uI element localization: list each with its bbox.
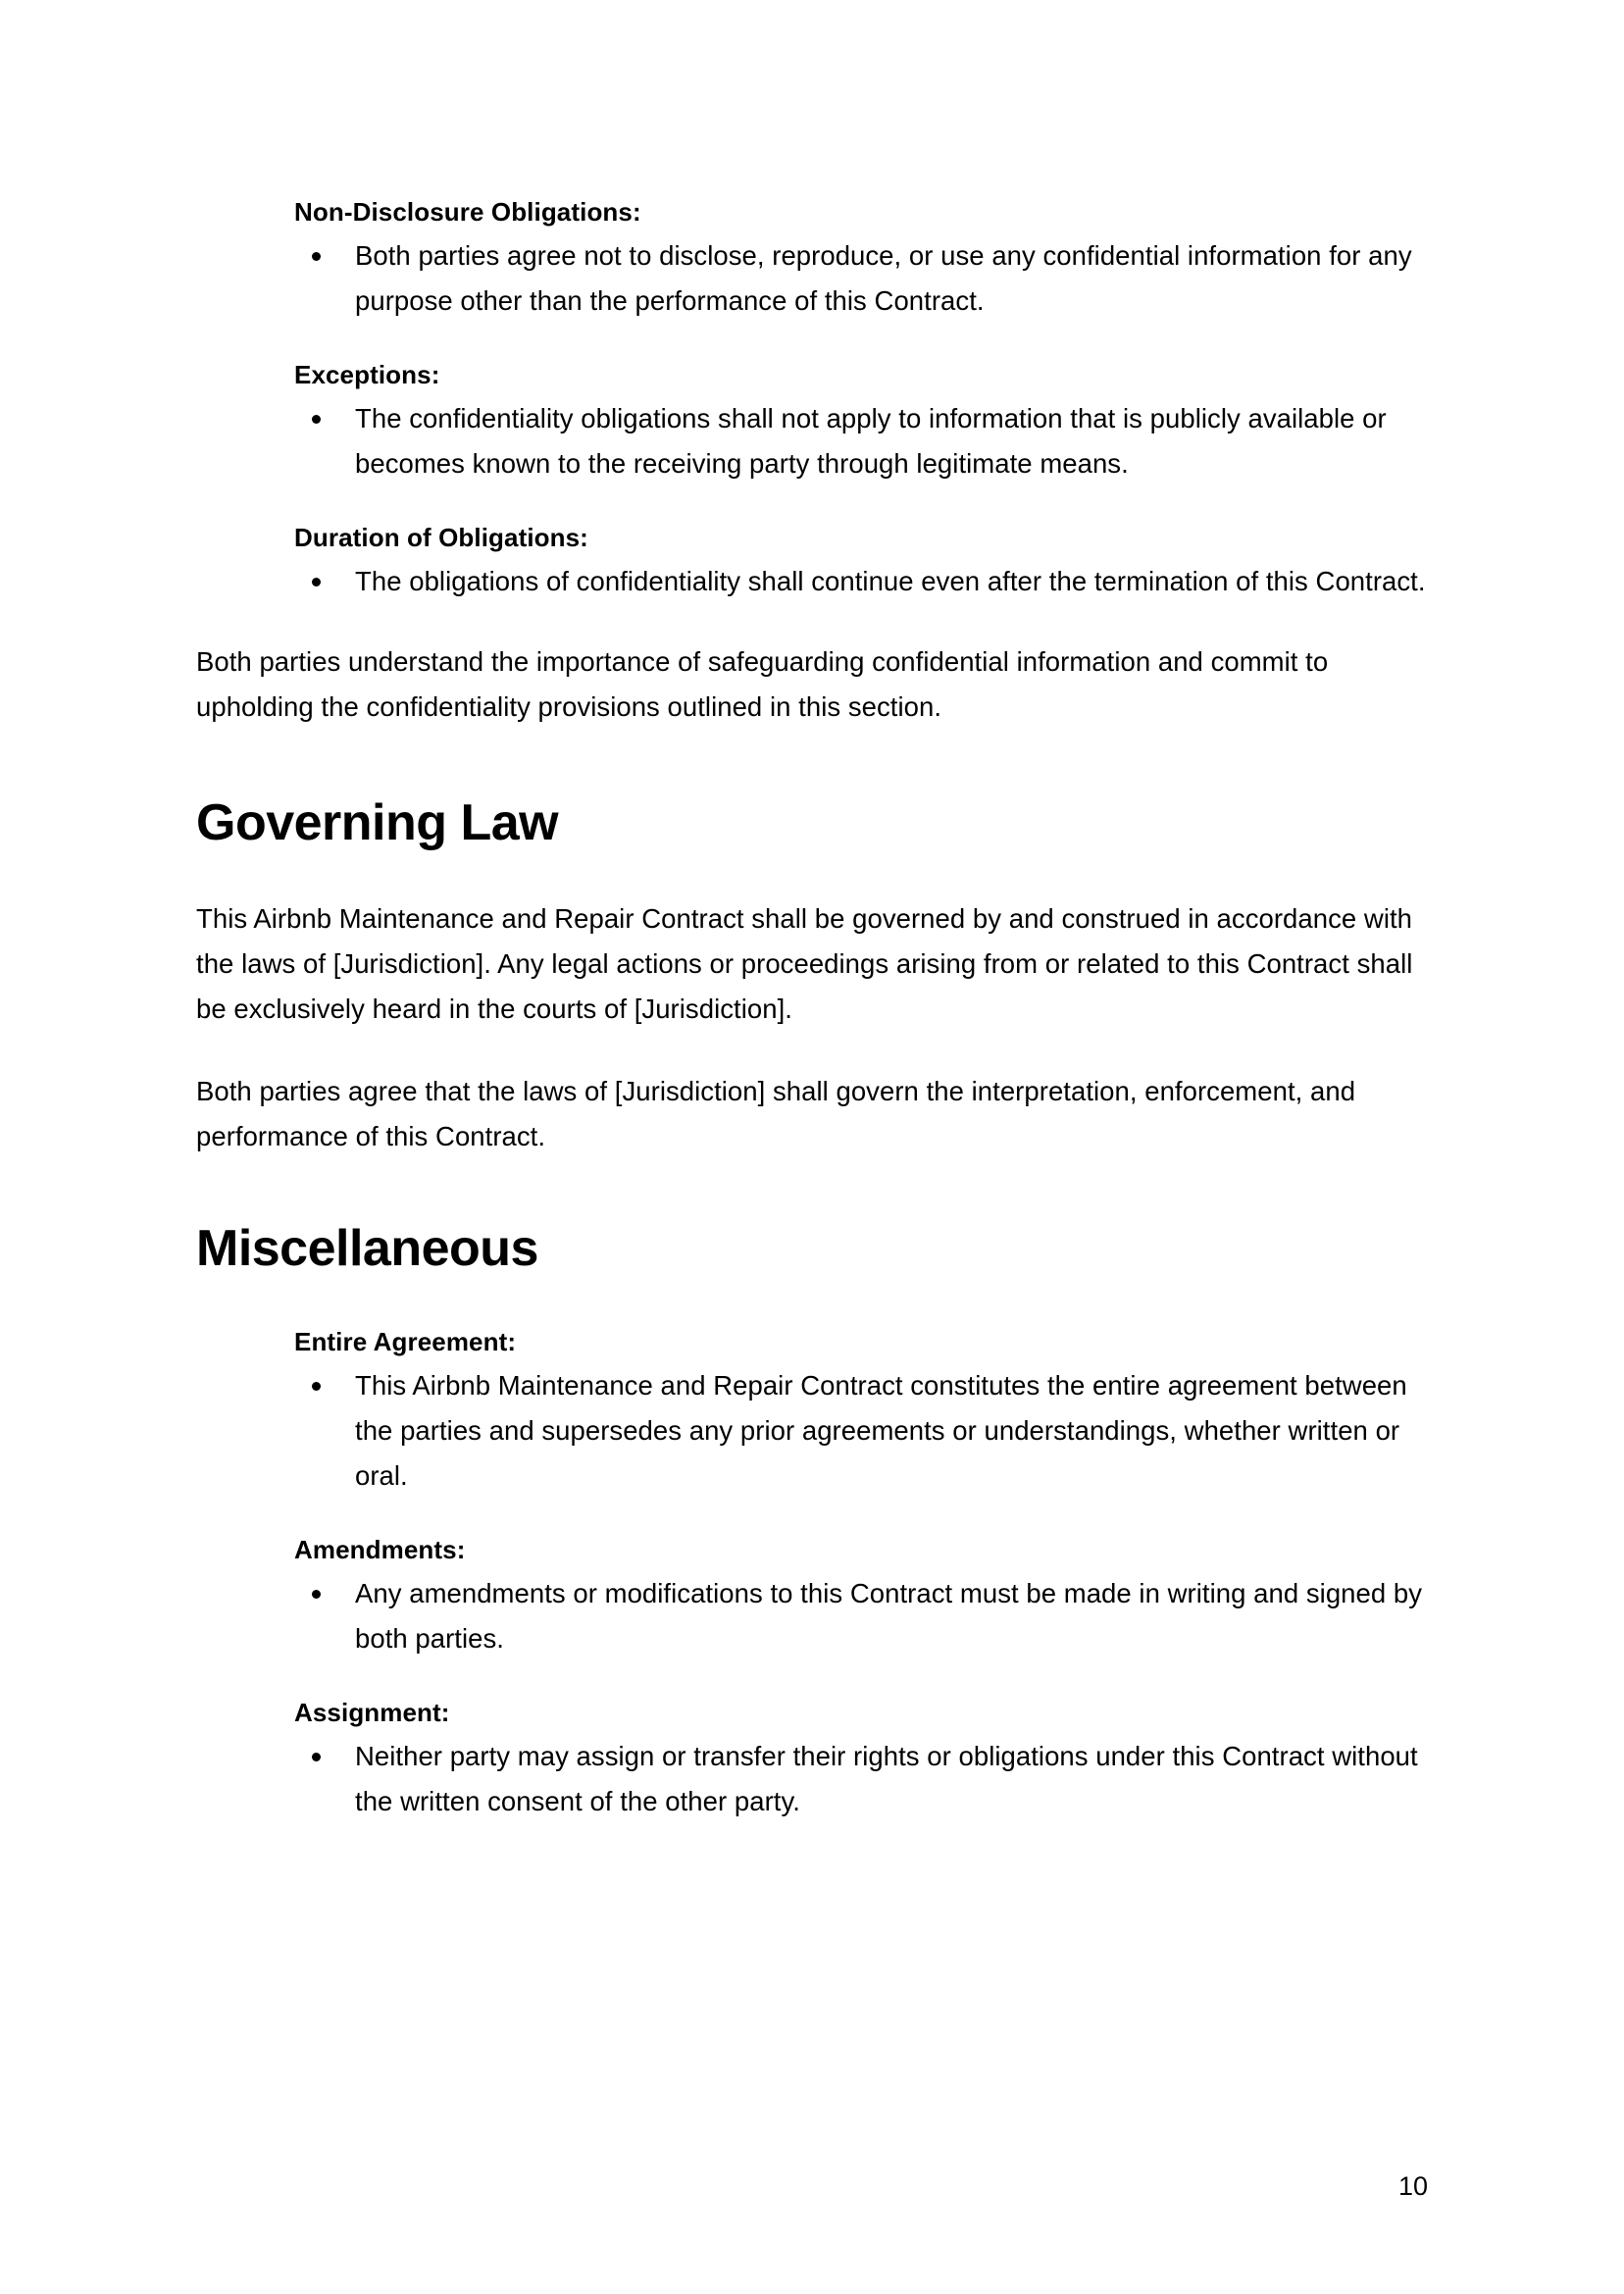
sub-block-label: Assignment: bbox=[294, 1697, 450, 1727]
governing-law-paragraph-2: Both parties agree that the laws of [Jurisdiction] shall govern the interpretation, enforcement, and performance of this Contract. bbox=[196, 1075, 1356, 1151]
sub-block-amendments bbox=[196, 1530, 1428, 1661]
confidentiality-closing-paragraph: Both parties understand the importance of safeguarding confidential information and commit to upholding the confidentiality provisions outlined in this section. bbox=[196, 646, 1329, 722]
list-item bbox=[294, 233, 1428, 324]
bullet-list bbox=[294, 1571, 1428, 1661]
bullet-dot-icon bbox=[312, 1753, 321, 1761]
list-item-text: The obligations of confidentiality shall continue even after the termination of this Contract. bbox=[355, 566, 1426, 596]
sub-block-label: Duration of Obligations: bbox=[294, 523, 588, 552]
miscellaneous-section bbox=[196, 1220, 1428, 1824]
governing-law-heading-block bbox=[196, 794, 1428, 853]
bullet-list bbox=[294, 1363, 1428, 1499]
page-title-governing-law: Governing Law bbox=[196, 794, 559, 851]
bullet-list bbox=[294, 396, 1428, 486]
miscellaneous-heading-block bbox=[196, 1220, 1428, 1279]
page-content bbox=[196, 192, 1428, 1824]
sub-block-duration-of-obligations bbox=[196, 518, 1428, 604]
bullet-dot-icon bbox=[312, 578, 321, 586]
governing-law-section bbox=[196, 794, 1428, 1159]
sub-block-label: Non-Disclosure Obligations: bbox=[294, 197, 641, 227]
bullet-list bbox=[294, 1734, 1428, 1824]
sub-block-exceptions bbox=[196, 355, 1428, 486]
list-item bbox=[294, 396, 1428, 486]
list-item bbox=[294, 1363, 1428, 1499]
sub-block-non-disclosure-obligations bbox=[196, 192, 1428, 324]
list-item-text: Any amendments or modifications to this Contract must be made in writing and signed by both parties. bbox=[355, 1577, 1423, 1654]
bullet-dot-icon bbox=[312, 252, 321, 261]
bullet-list bbox=[294, 233, 1428, 324]
sub-block-label: Amendments: bbox=[294, 1534, 466, 1564]
sub-block-label: Entire Agreement: bbox=[294, 1326, 517, 1356]
governing-law-paragraph-1: This Airbnb Maintenance and Repair Contract shall be governed by and construed in accordance with the laws of [Jurisdiction]. Any legal actions or proceedings arising from or related to this Contract shall be exclusively heard in the courts of [Jurisdiction]. bbox=[196, 902, 1413, 1024]
page-number: 10 bbox=[1397, 2171, 1428, 2201]
sub-block-label: Exceptions: bbox=[294, 360, 440, 389]
list-item-text: Both parties agree not to disclose, reproduce, or use any confidential information for any purpose other than the performance of this Contract. bbox=[355, 240, 1412, 316]
bullet-dot-icon bbox=[312, 1590, 321, 1599]
bullet-list bbox=[294, 559, 1428, 604]
list-item-text: This Airbnb Maintenance and Repair Contract constitutes the entire agreement between the parties and supersedes any prior agreements or understandings, whether written or oral. bbox=[355, 1369, 1407, 1491]
bullet-dot-icon bbox=[312, 1382, 321, 1391]
list-item bbox=[294, 559, 1428, 604]
sub-block-entire-agreement bbox=[196, 1322, 1428, 1499]
confidentiality-section bbox=[196, 192, 1428, 730]
bullet-dot-icon bbox=[312, 415, 321, 424]
list-item-text: The confidentiality obligations shall not apply to information that is publicly available or becomes known to the receiving party through legitimate means. bbox=[355, 403, 1387, 479]
list-item-text: Neither party may assign or transfer their rights or obligations under this Contract without the written consent of the other party. bbox=[355, 1740, 1418, 1816]
page-title-miscellaneous: Miscellaneous bbox=[196, 1219, 538, 1277]
sub-block-assignment bbox=[196, 1693, 1428, 1824]
list-item bbox=[294, 1571, 1428, 1661]
list-item bbox=[294, 1734, 1428, 1824]
